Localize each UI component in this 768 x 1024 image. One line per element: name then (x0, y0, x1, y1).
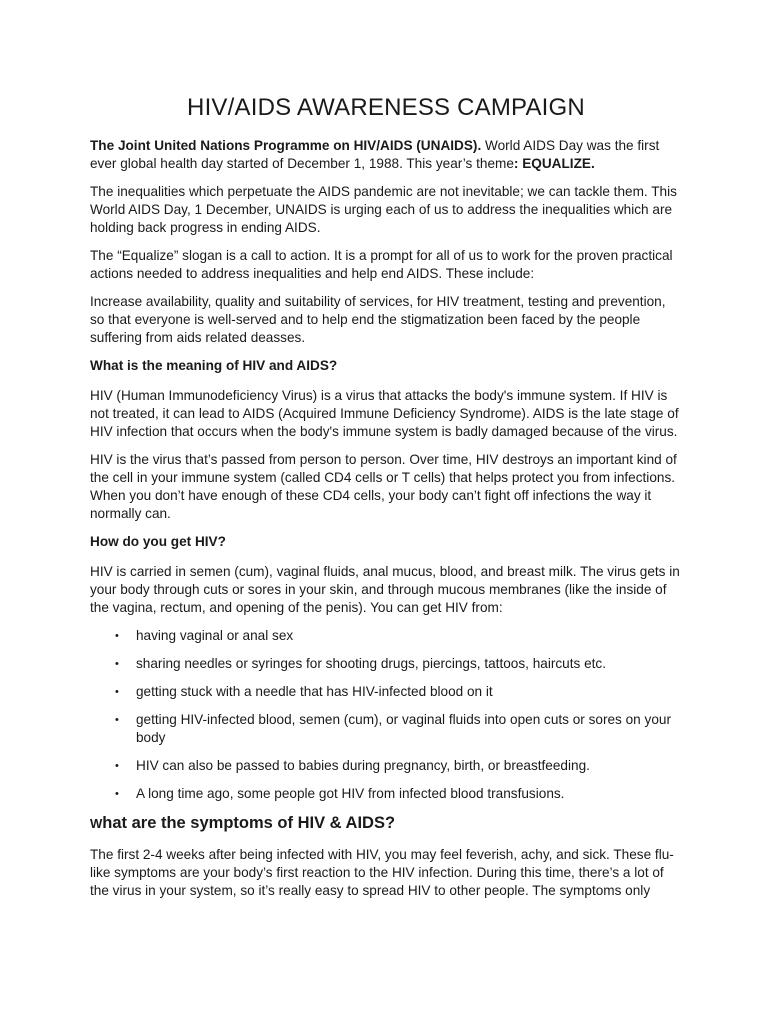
document-page (90, 94, 682, 910)
list-item-text: sharing needles or syringes for shooting drugs, piercings, tattoos, haircuts etc. (136, 656, 606, 671)
paragraph-symptoms: The first 2-4 weeks after being infected with HIV, you may feel feverish, achy, and sick. These flu-like symptoms are your body’s first reaction to the HIV infection. During this time, there’s a lot of the virus in your system, so it’s really easy to spread HIV to other people. The symptoms only (90, 847, 674, 898)
heading-symptoms-rest: hat are the symptoms of HIV & AIDS? (102, 814, 396, 832)
list-item (90, 627, 682, 645)
list-item (90, 655, 682, 673)
bullet-icon: • (115, 760, 119, 772)
paragraph-hiv-cd4: HIV is the virus that’s passed from person to person. Over time, HIV destroys an important kind of the cell in your immune system (called CD4 cells or T cells) that helps protect you from infections. When you don’t have enough of these CD4 cells, your body can’t fight off infections the way it normally can. (90, 452, 677, 521)
list-item-text: getting stuck with a needle that has HIV-infected blood on it (136, 684, 493, 699)
list-item-text: A long time ago, some people got HIV from infected blood transfusions. (136, 786, 565, 801)
intro-lead-bold: The Joint United Nations Programme on HIV/AIDS (UNAIDS). (90, 138, 482, 153)
paragraph-hiv-transmission: HIV is carried in semen (cum), vaginal fluids, anal mucus, blood, and breast milk. The virus gets in your body through cuts or sores in your skin, and through mucous membranes (like the inside of the vagina, rectum, and opening of the penis). You can get HIV from: (90, 564, 680, 615)
bullet-icon: • (115, 788, 119, 800)
heading-symptoms-initial: W (90, 816, 103, 831)
heading-how-get-hiv: How do you get HIV? (90, 534, 226, 549)
intro-paragraph (90, 137, 682, 173)
paragraph-hiv-definition: HIV (Human Immunodeficiency Virus) is a virus that attacks the body's immune system. If HIV is not treated, it can lead to AIDS (Acquired Immune Deficiency Syndrome). AIDS is the late stage of HIV infection that occurs when the body's immune system is badly damaged because of the virus. (90, 388, 679, 439)
intro-lead-text: World AIDS Day was the first ever global health day started of December 1, 1988. This year’s theme (90, 138, 660, 171)
list-item (90, 683, 682, 701)
paragraph-inequalities: The inequalities which perpetuate the AIDS pandemic are not inevitable; we can tackle them. This World AIDS Day, 1 December, UNAIDS is urging each of us to address the inequalities which are holding back progress in ending AIDS. (90, 184, 677, 235)
list-item (90, 785, 682, 803)
page-title: HIV/AIDS AWARENESS CAMPAIGN (187, 94, 585, 121)
bullet-icon: • (115, 714, 119, 726)
list-item (90, 757, 682, 775)
heading-symptoms (90, 813, 682, 834)
intro-theme-bold: : EQUALIZE. (513, 156, 595, 171)
list-item (90, 711, 682, 747)
paragraph-increase-availability: Increase availability, quality and suitability of services, for HIV treatment, testing and prevention, so that everyone is well-served and to help end the stigmatization been faced by the people suffering from aids related deasses. (90, 294, 666, 345)
bullet-icon: • (115, 630, 119, 642)
heading-meaning-hiv-aids: What is the meaning of HIV and AIDS? (90, 358, 338, 373)
transmission-list (90, 627, 682, 803)
list-item-text: HIV can also be passed to babies during pregnancy, birth, or breastfeeding. (136, 758, 590, 773)
bullet-icon: • (115, 686, 119, 698)
list-item-text: getting HIV-infected blood, semen (cum), or vaginal fluids into open cuts or sores on your body (136, 712, 671, 745)
list-item-text: having vaginal or anal sex (136, 628, 294, 643)
bullet-icon: • (115, 658, 119, 670)
paragraph-equalize-slogan: The “Equalize” slogan is a call to action. It is a prompt for all of us to work for the proven practical actions needed to address inequalities and help end AIDS. These include: (90, 248, 673, 281)
